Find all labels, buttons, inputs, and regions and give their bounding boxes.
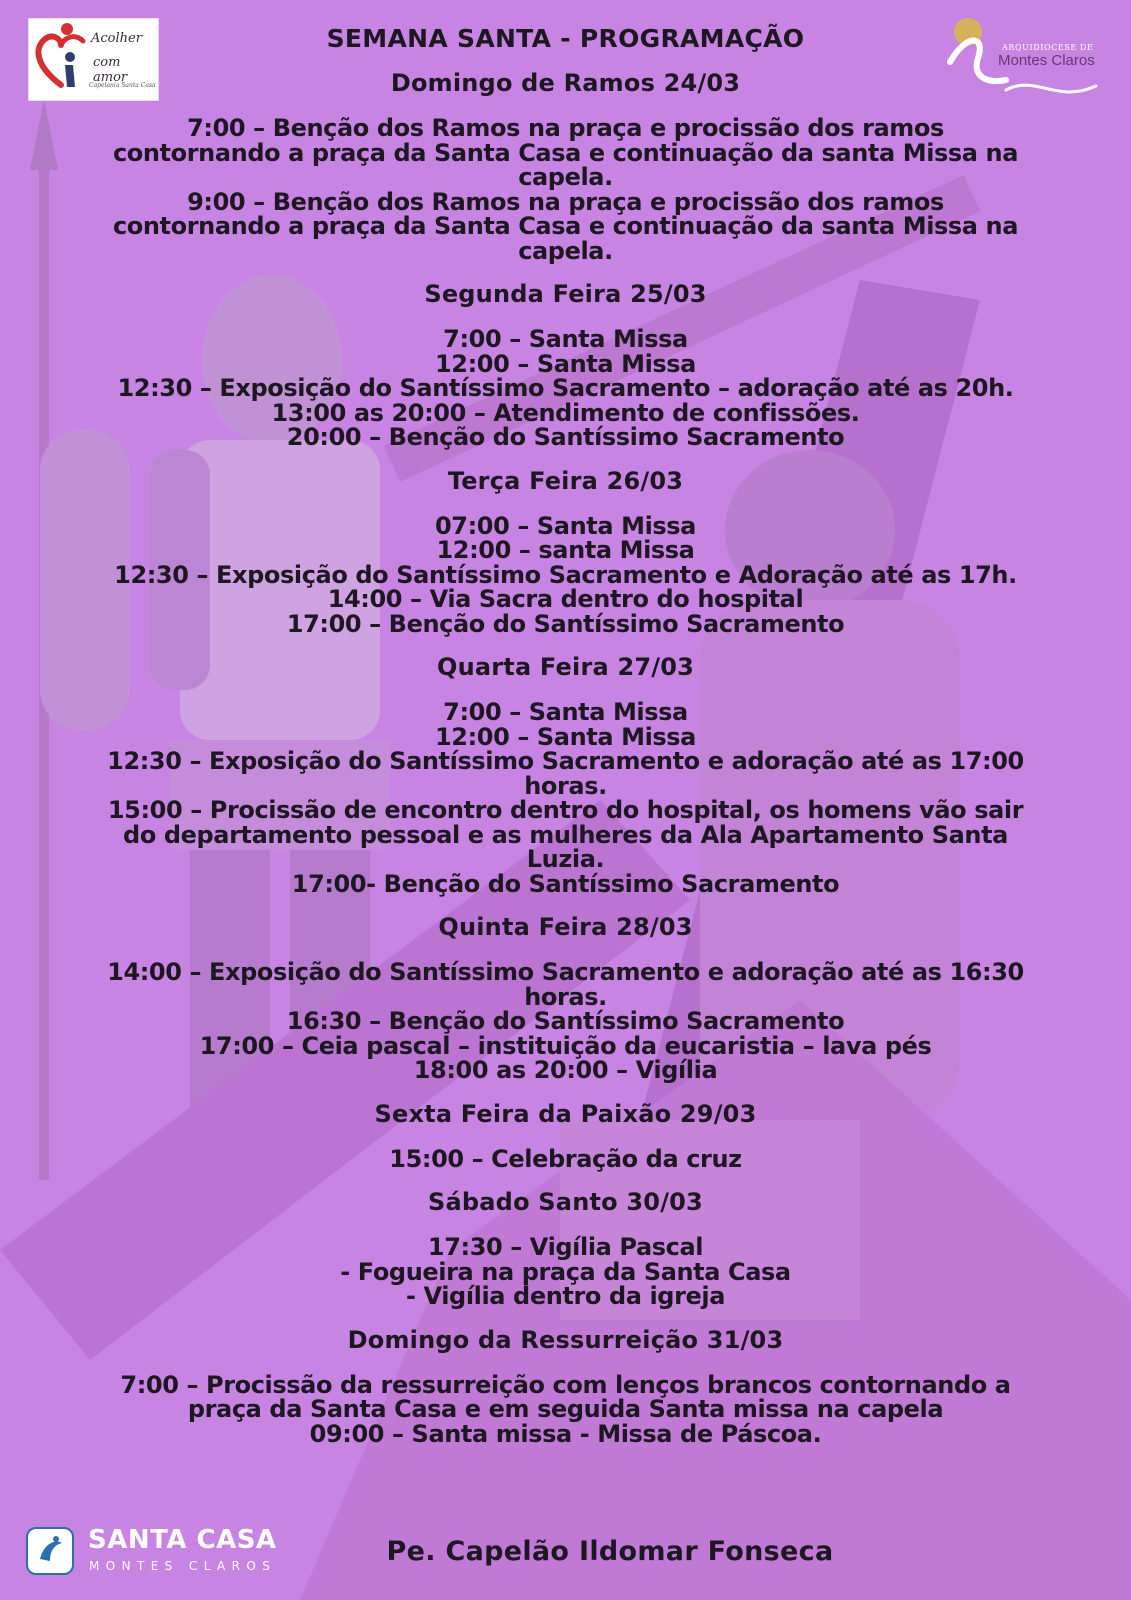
event-line: 15:00 – Procissão de encontro dentro do hospital, os homens vão sair xyxy=(107,796,1024,824)
event-line: 12:00 – Santa Missa xyxy=(435,349,696,378)
day-section xyxy=(55,1099,1076,1172)
day-events xyxy=(55,511,1076,638)
day-section xyxy=(55,466,1076,637)
event-line: 7:00 – Benção dos Ramos na praça e procissão dos ramos xyxy=(187,114,944,142)
day-section xyxy=(55,68,1076,263)
event-line: 13:00 as 20:00 – Atendimento de confissões. xyxy=(271,398,860,427)
event-line: - Fogueira na praça da Santa Casa xyxy=(340,1257,791,1286)
event-line: 12:00 – Santa Missa xyxy=(435,722,696,751)
day-events xyxy=(55,700,1076,896)
event-line: contornando a praça da Santa Casa e continuação da santa Missa na xyxy=(112,138,1019,167)
event-line: 07:00 – Santa Missa xyxy=(435,511,696,540)
event-line: horas. xyxy=(524,982,607,1011)
day-title: Terça Feira 26/03 xyxy=(447,466,684,495)
day-events xyxy=(55,1370,1076,1448)
day-title: Sábado Santo 30/03 xyxy=(428,1188,703,1216)
event-line: 14:00 – Exposição do Santíssimo Sacramento e adoração até as 16:30 xyxy=(107,958,1024,986)
santa-casa-logo xyxy=(26,1525,306,1581)
event-line: - Vigília dentro da igreja xyxy=(405,1282,726,1310)
page-title: SEMANA SANTA - PROGRAMAÇÃO xyxy=(326,24,805,53)
event-line: 09:00 – Santa missa - Missa de Páscoa. xyxy=(309,1419,822,1448)
day-events xyxy=(55,1144,1076,1173)
event-line: do departamento pessoal e as mulheres da Ala Apartamento Santa xyxy=(123,820,1008,849)
signature: Pe. Capelão Ildomar Fonseca xyxy=(386,1536,834,1567)
logo-left-line2: com amor xyxy=(93,55,128,85)
day-events xyxy=(55,960,1076,1083)
event-line: capela. xyxy=(518,236,613,265)
day-section xyxy=(55,912,1076,1083)
schedule xyxy=(55,68,1076,1462)
event-line: 12:30 – Exposição do Santíssimo Sacramento – adoração até as 20h. xyxy=(117,374,1014,402)
event-line: 12:00 – santa Missa xyxy=(436,536,695,564)
day-section xyxy=(55,1325,1076,1447)
day-title: Quarta Feira 27/03 xyxy=(436,653,695,681)
event-line: contornando a praça da Santa Casa e continuação da santa Missa na xyxy=(112,212,1019,240)
day-events xyxy=(55,327,1076,450)
event-line: 14:00 – Via Sacra dentro do hospital xyxy=(327,585,804,613)
event-line: 17:00- Benção do Santíssimo Sacramento xyxy=(291,869,840,898)
day-section xyxy=(55,1187,1076,1309)
event-line: 7:00 – Procissão da ressurreição com lenços brancos contornando a xyxy=(120,1370,1011,1399)
event-line: praça da Santa Casa e em seguida Santa missa na capela xyxy=(187,1395,944,1423)
event-line: 18:00 as 20:00 – Vigília xyxy=(413,1056,718,1084)
event-line: 7:00 – Santa Missa xyxy=(443,325,688,353)
day-events xyxy=(55,116,1076,263)
logo-left-line1: Acolher xyxy=(91,31,142,46)
day-section xyxy=(55,652,1076,896)
event-line: 16:30 – Benção do Santíssimo Sacramento xyxy=(286,1007,845,1035)
day-title: Quinta Feira 28/03 xyxy=(438,913,693,941)
event-line: Luzia. xyxy=(526,845,605,873)
event-line: 9:00 – Benção dos Ramos na praça e procissão dos ramos xyxy=(187,187,944,216)
event-line: 7:00 – Santa Missa xyxy=(443,698,688,726)
santa-casa-name: SANTA CASA xyxy=(88,1525,277,1555)
event-line: horas. xyxy=(524,771,607,800)
event-line: 12:30 – Exposição do Santíssimo Sacramento e adoração até as 17:00 xyxy=(107,747,1024,775)
event-line: 17:00 – Ceia pascal – instituição da eucaristia – lava pés xyxy=(199,1031,932,1060)
event-line: 17:00 – Benção do Santíssimo Sacramento xyxy=(286,609,845,638)
event-line: 12:30 – Exposição do Santíssimo Sacramento e Adoração até as 17h. xyxy=(114,560,1017,589)
day-section xyxy=(55,279,1076,450)
logo-left-line3: Capelania Santa Casa xyxy=(89,82,156,89)
day-title: Domingo de Ramos 24/03 xyxy=(390,69,741,97)
day-title: Segunda Feira 25/03 xyxy=(424,280,707,308)
event-line: 17:30 – Vigília Pascal xyxy=(427,1233,704,1261)
day-title: Sexta Feira da Paixão 29/03 xyxy=(374,1099,757,1128)
logo-right-line1: ARQUIDIOCESE DE xyxy=(1002,43,1094,52)
event-line: capela. xyxy=(518,163,613,191)
santa-casa-city: MONTES CLAROS xyxy=(89,1559,277,1573)
event-line: 20:00 – Benção do Santíssimo Sacramento xyxy=(286,423,845,451)
day-title: Domingo da Ressurreição 31/03 xyxy=(347,1325,784,1354)
santa-casa-icon xyxy=(26,1527,74,1575)
logo-right-line2: Montes Claros xyxy=(998,52,1095,69)
event-line: 15:00 – Celebração da cruz xyxy=(389,1144,742,1173)
day-events xyxy=(55,1235,1076,1309)
